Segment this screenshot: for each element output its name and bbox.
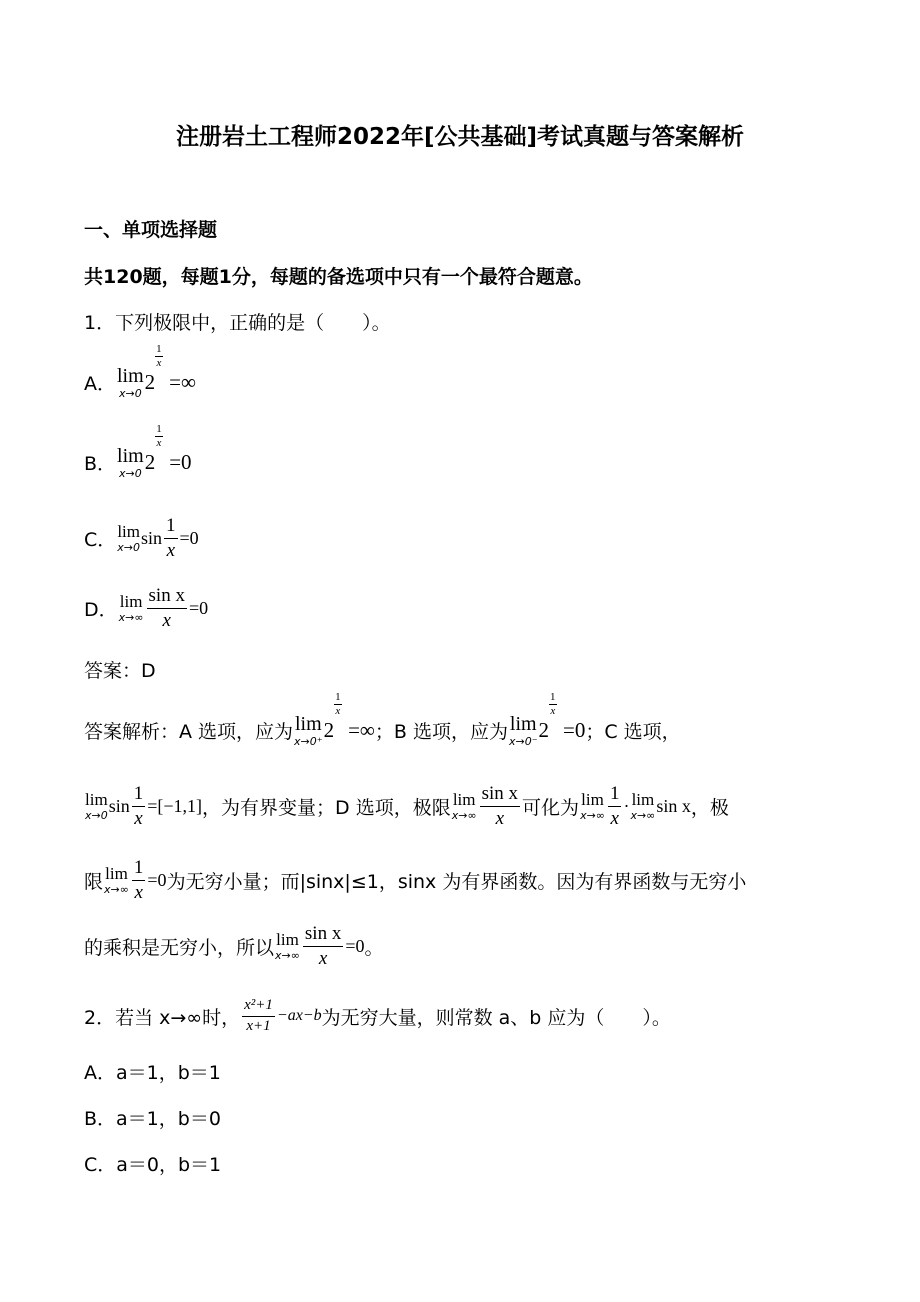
sin-word: sin — [141, 527, 163, 548]
exp-den: x — [335, 704, 341, 717]
lim-subscript: x→0 — [119, 466, 142, 480]
q2-option-b: B．a＝1，b＝0 — [84, 1108, 221, 1130]
base: 2 — [538, 717, 550, 742]
lim-subscript: x→0⁺ — [294, 734, 323, 748]
q1-option-a — [84, 342, 196, 408]
analysis-text: ，极 — [690, 796, 729, 819]
lim-word: lim — [581, 790, 604, 809]
exp-num: 1 — [156, 342, 162, 355]
equals-zero: =0 — [179, 527, 199, 548]
frac-den: x — [318, 947, 328, 969]
lim-subscript: x→0 — [85, 809, 108, 822]
lim-word: lim — [294, 712, 322, 735]
fraction-1-over-x — [132, 858, 146, 903]
frac-num: 1 — [132, 858, 146, 881]
lim-word: lim — [117, 522, 140, 541]
lim-subscript: x→∞ — [451, 809, 477, 822]
analysis-text: 答案解析：A 选项，应为 — [84, 720, 294, 743]
lim-operator — [275, 931, 300, 961]
lim-subscript: x→0 — [117, 541, 141, 554]
exp-den: x — [550, 704, 556, 717]
section-heading: 一、单项选择题 — [84, 219, 218, 241]
fraction-1-over-x — [608, 784, 622, 829]
analysis-text: ，为有界变量；D 选项，极限 — [202, 796, 451, 819]
lim-operator — [117, 446, 144, 479]
frac-num: 1 — [132, 784, 146, 807]
lim-operator — [104, 865, 129, 895]
exp-num: 1 — [550, 690, 556, 703]
lim-subscript: x→∞ — [104, 883, 129, 896]
lim-word: lim — [509, 712, 537, 735]
lim-subscript: x→0⁻ — [508, 734, 538, 748]
lim-operator — [452, 791, 477, 821]
section-instruction: 共120题，每题1分，每题的备选项中只有一个最符合题意。 — [84, 266, 593, 288]
analysis-text: 为无穷小量；而|sinx|≤1，sinx 为有界函数。因为有界函数与无穷小 — [166, 870, 747, 893]
lim-operator — [117, 523, 140, 553]
lim-word: lim — [117, 444, 144, 467]
equals-zero: =0 — [147, 869, 167, 890]
base: 2 — [323, 717, 335, 742]
lim-word: lim — [452, 790, 476, 809]
fraction-1-over-x — [132, 784, 146, 829]
frac-den: x — [495, 807, 505, 829]
q1-option-b — [84, 422, 192, 488]
lim-word: lim — [631, 790, 655, 809]
exp-num: 1 — [335, 690, 341, 703]
lim-word: lim — [117, 364, 144, 387]
exponent — [549, 692, 557, 717]
lim-word: lim — [276, 930, 299, 949]
base: 2 — [144, 369, 156, 394]
equals-zero: =0 — [169, 449, 192, 474]
q1-option-c — [84, 512, 199, 564]
exponent — [155, 424, 163, 449]
q2-stem — [84, 990, 671, 1042]
equals-zero: =0 — [188, 597, 209, 618]
frac-num: 1 — [608, 784, 622, 807]
frac-den: x — [610, 807, 619, 829]
lim-subscript: x→∞ — [118, 611, 144, 624]
fraction-x2plus1-over-xplus1 — [242, 998, 275, 1035]
exp-den: x — [156, 436, 162, 449]
base: 2 — [144, 449, 156, 474]
q2-stem-text: 2．若当 x→∞时， — [84, 1006, 241, 1029]
lim-subscript: x→∞ — [630, 809, 656, 822]
option-a-label: A． — [84, 372, 116, 395]
exponent — [155, 344, 163, 369]
lim-operator — [117, 366, 144, 399]
lim-subscript: x→0 — [118, 386, 142, 400]
frac-num: 1 — [164, 516, 178, 539]
expression-tail: −ax−b — [276, 1007, 322, 1024]
option-b-label: B． — [84, 452, 117, 475]
frac-den: x — [134, 881, 143, 903]
lim-subscript: x→∞ — [275, 949, 300, 962]
lim-operator — [85, 791, 108, 821]
equals-zero: =0 — [563, 717, 586, 742]
fraction-sinx-over-x — [147, 586, 187, 631]
analysis-line-4 — [84, 918, 384, 974]
exp-den: x — [156, 356, 162, 369]
fraction-1-over-x — [164, 516, 178, 561]
equals-infinity: =∞ — [169, 369, 196, 394]
frac-den: x+1 — [246, 1017, 271, 1034]
range-value: =[−1,1] — [147, 795, 203, 816]
analysis-text: 。 — [364, 936, 384, 959]
q1-answer: 答案：D — [84, 660, 156, 682]
analysis-text: 可化为 — [522, 796, 580, 819]
analysis-text: ；C 选项， — [585, 720, 681, 743]
q2-option-c: C．a＝0，b＝1 — [84, 1154, 222, 1176]
lim-word: lim — [105, 864, 128, 883]
lim-subscript: x→∞ — [580, 809, 605, 822]
analysis-text: 限 — [84, 870, 104, 893]
analysis-text: 的乘积是无穷小，所以 — [84, 936, 275, 959]
frac-den: x — [162, 609, 171, 631]
q1-option-d — [84, 582, 208, 634]
lim-operator — [294, 714, 323, 747]
power-term — [538, 690, 556, 743]
lim-operator — [509, 714, 538, 747]
equals-zero: =0 — [345, 935, 365, 956]
sin-word: sin — [108, 795, 130, 816]
q1-stem: 1．下列极限中，正确的是（ ）。 — [84, 312, 391, 334]
option-c-label: C． — [84, 528, 117, 551]
lim-word: lim — [85, 790, 108, 809]
frac-den: x — [134, 807, 143, 829]
frac-num: sin x — [303, 924, 343, 947]
fraction-sinx-over-x — [480, 784, 520, 829]
option-d-label: D． — [84, 598, 118, 621]
frac-den: x — [166, 539, 175, 561]
lim-operator — [580, 791, 605, 821]
fraction-sinx-over-x — [303, 924, 343, 969]
exp-num: 1 — [156, 422, 162, 435]
power-term — [323, 690, 341, 743]
q2-stem-text: 为无穷大量，则常数 a、b 应为（ ）。 — [321, 1006, 671, 1029]
analysis-line-2 — [84, 778, 729, 834]
analysis-line-1 — [84, 690, 681, 760]
dot-operator: · — [623, 795, 630, 816]
frac-num: sin x — [147, 586, 187, 609]
q2-option-a: A．a＝1，b＝1 — [84, 1062, 221, 1084]
lim-operator — [119, 593, 144, 623]
equals-infinity: =∞ — [348, 717, 375, 742]
lim-word: lim — [119, 592, 143, 611]
power-term — [144, 342, 162, 395]
sinx-term: sin x — [656, 795, 691, 816]
exponent — [334, 692, 342, 717]
document-title: 注册岩土工程师2022年[公共基础]考试真题与答案解析 — [175, 124, 745, 150]
analysis-line-3 — [84, 852, 746, 908]
frac-num: x²+1 — [242, 998, 275, 1017]
analysis-text: ；B 选项，应为 — [374, 720, 508, 743]
frac-num: sin x — [480, 784, 520, 807]
lim-operator — [630, 791, 655, 821]
power-term — [144, 422, 162, 475]
